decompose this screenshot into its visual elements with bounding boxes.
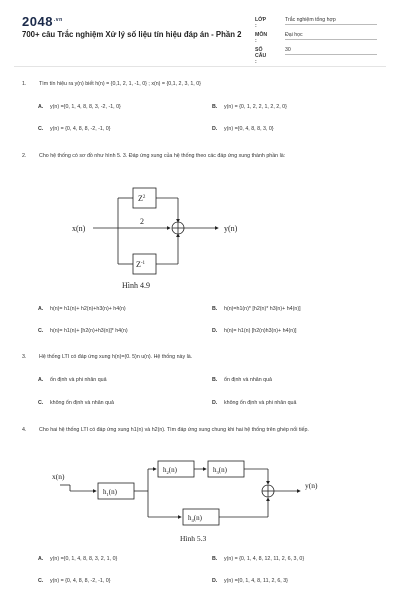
fig1-top-block: $Z^2$ <box>138 194 146 203</box>
fig1-mid-gain: 2 <box>140 217 144 226</box>
q3-option-c[interactable]: C. không ổn định và nhân quả <box>38 400 114 406</box>
q1-option-a[interactable]: A. y(n) ={0, 1, 4, 8, 8, 3, -2, -1, 0} <box>38 104 121 110</box>
fig2-block-h3: $h_3(n)$ <box>213 466 227 475</box>
q4-option-a[interactable]: A. y(n) ={0, 1, 4, 8, 8, 3, 2, 1, 0} <box>38 556 118 562</box>
fig2-caption: Hình 5.3 <box>180 534 207 543</box>
q3-option-b[interactable]: B. ổn định và nhân quả <box>212 377 273 383</box>
fig2-block-h4: $h_4(n)$ <box>188 514 202 523</box>
figure-4-9 <box>0 180 400 300</box>
fig2-output-label: y(n) <box>305 481 318 490</box>
fig1-input-label: x(n) <box>72 224 86 233</box>
q2-option-d[interactable]: D. h(n)= h1(n) [h2(n)h3(n)+ h4(n)] <box>212 328 297 334</box>
fig1-caption: Hình 4.9 <box>122 281 150 290</box>
q1-option-b[interactable]: B. y(n) = {0, 1, 2, 2, 1, 2, 2, 0} <box>212 104 287 110</box>
q3-option-a[interactable]: A. ổn định và phi nhân quả <box>38 377 107 383</box>
q4-option-d[interactable]: D. y(n) ={0, 1, 4, 8, 11, 2, 6, 3} <box>212 578 288 584</box>
fig1-output-label: y(n) <box>224 224 238 233</box>
figure-5-3 <box>0 455 400 547</box>
fig2-input-label: x(n) <box>52 472 65 481</box>
q4-option-b[interactable]: B. y(n) = {0, 1, 4, 8, 12, 11, 2, 6, 3, 0} <box>212 556 305 562</box>
fig1-bottom-block: $Z^{-1}$ <box>136 260 146 269</box>
q3-option-d[interactable]: D. không ổn định và phi nhân quả <box>212 400 297 406</box>
q1-option-d[interactable]: D. y(n) ={0, 4, 8, 8, 3, 0} <box>212 126 274 132</box>
q1-option-c[interactable]: C. y(n) = {0, 4, 8, 8, -2, -1, 0} <box>38 126 111 132</box>
fig2-block-h1: $h_1(n)$ <box>103 488 117 497</box>
header-divider <box>14 66 386 67</box>
q2-option-b[interactable]: B. h(n)=h1(n)* [h2(n)* h3(n)+ h4(n)] <box>212 306 301 312</box>
site-logo[interactable]: $2048^{.vn}$ <box>22 14 63 29</box>
q4-option-c[interactable]: C. y(n) = {0, 4, 8, 8, -2, -1, 0} <box>38 578 111 584</box>
document-title: 700+ câu Trắc nghiệm Xử lý số liệu tín hiệu đáp án - Phần 2 <box>22 30 242 39</box>
q2-option-a[interactable]: A. h(n)= h1(n)+ h2(n)+h3(n)+ h4(n) <box>38 306 126 312</box>
fig2-block-h2: $h_2(n)$ <box>163 466 177 475</box>
q2-option-c[interactable]: C. h(n)= h1(n)+ [h2(n)+h3(n)]* h4(n) <box>38 328 128 334</box>
